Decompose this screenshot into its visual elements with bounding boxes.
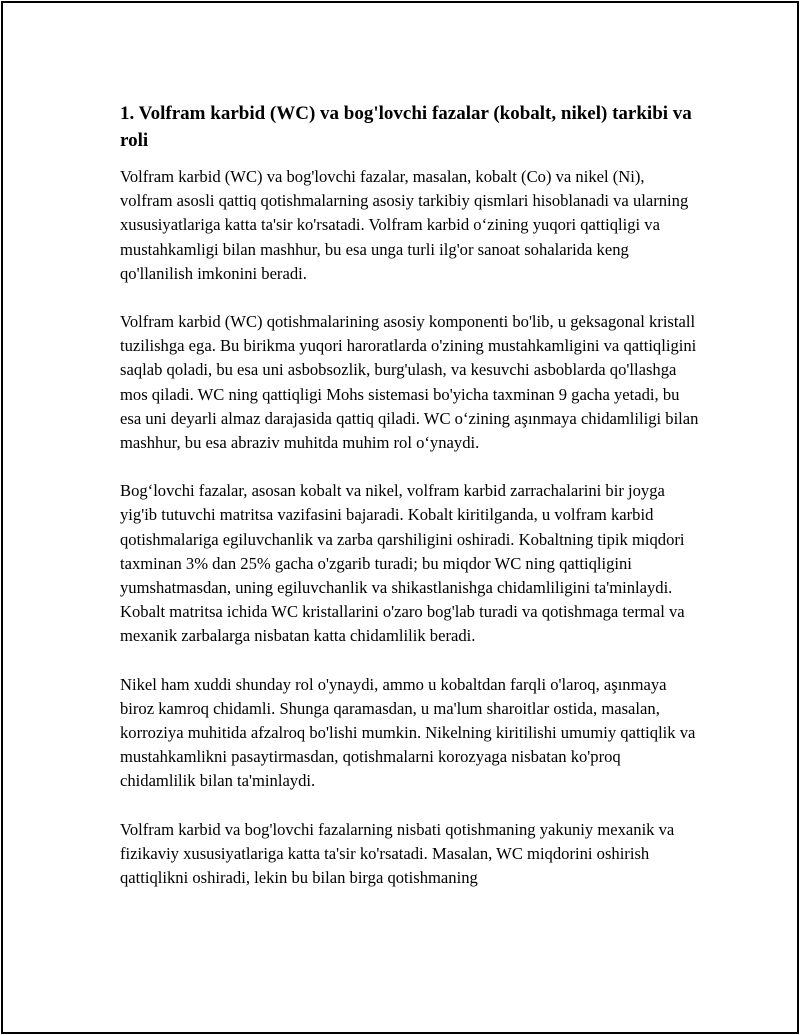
document-body: [120, 100, 700, 914]
paragraph-1: Volfram karbid (WC) va bog'lovchi fazalar, masalan, kobalt (Co) va nikel (Ni), volfram asosli qattiq qotishmalarning asosiy tarkibiy qismlari hisoblanadi va ularning xususiyatlariga katta ta'sir ko'rsatadi. Volfram karbid o‘zining yuqori qattiqligi va mustahkamligi bilan mashhur, bu esa unga turli ilg'or sanoat sohalarida keng qo'llanilish imkonini beradi.: [120, 167, 689, 283]
section-heading: 1. Volfram karbid (WC) va bog'lovchi fazalar (kobalt, nikel) tarkibi va roli: [120, 103, 692, 151]
paragraph-5: Volfram karbid va bog'lovchi fazalarning nisbati qotishmaning yakuniy mexanik va fizikaviy xususiyatlariga katta ta'sir ko'rsatadi. Masalan, WC miqdorini oshirish qattiqlikni oshiradi, lekin bu bilan birga qotishmaning: [120, 819, 675, 888]
page-frame: [1, 1, 799, 1034]
paragraph-3: Bog‘lovchi fazalar, asosan kobalt va nikel, volfram karbid zarrachalarini bir joyga yig'ib tutuvchi matritsa vazifasini bajaradi. Kobalt kiritilganda, u volfram karbid qotishmalariga egiluvchanlik va zarba qarshiligini oshiradi. Kobaltning tipik miqdori taxminan 3% dan 25% gacha o'zgarib turadi; bu miqdor WC ning qattiqligini yumshatmasdan, uning egiluvchanlik va shikastlanishga chidamliligini ta'minlaydi. Kobalt matritsa ichida WC kristallarini o'zaro bog'lab turadi va qotishmaga termal va mexanik zarbalarga nisbatan katta chidamlilik beradi.: [120, 481, 685, 646]
paragraph-4: Nikel ham xuddi shunday rol o'ynaydi, ammo u kobaltdan farqli o'laroq, aşınmaya biroz kamroq chidamli. Shunga qaramasdan, u ma'lum sharoitlar ostida, masalan, korroziya muhitida afzalroq bo'lishi mumkin. Nikelning kiritilishi umumiy qattiqlik va mustahkamlikni pasaytirmasdan, qotishmalarni korozyaga nisbatan ko'proq chidamlilik bilan ta'minlaydi.: [120, 674, 696, 791]
paragraph-2: Volfram karbid (WC) qotishmalarining asosiy komponenti bo'lib, u geksagonal kristall tuzilishga ega. Bu birikma yuqori haroratlarda o'zining mustahkamligini va qattiqligini saqlab qoladi, bu esa uni asbobsozlik, burg'ulash, va kesuvchi asboblarda qo'llashga mos qiladi. WC ning qattiqligi Mohs sistemasi bo'yicha taxminan 9 gacha yetadi, bu esa uni deyarli almaz darajasida qattiq qiladi. WC o‘zining aşınmaya chidamliligi bilan mashhur, bu esa abraziv muhitda muhim rol o‘ynaydi.: [120, 312, 699, 453]
